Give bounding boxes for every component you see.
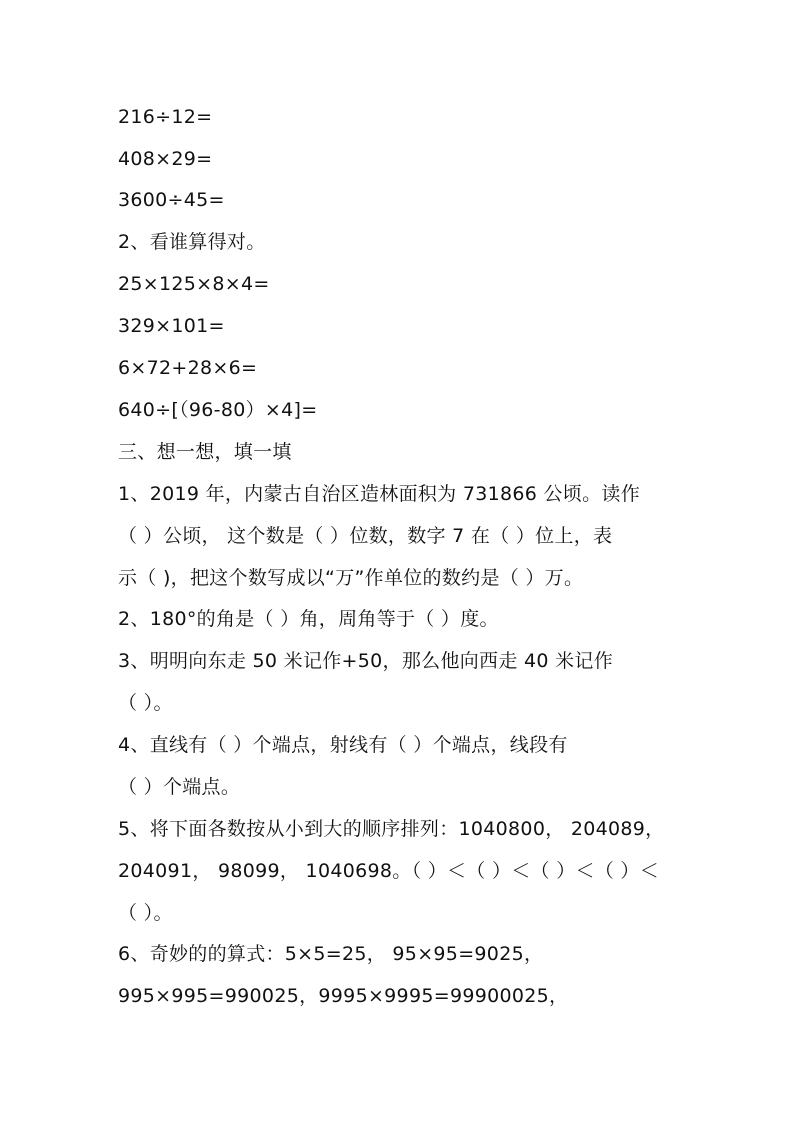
equation-216-div-12: 216÷12= [118, 106, 213, 128]
question-3-line-2: （ ）。 [118, 692, 173, 714]
question-3-line-1: 3、明明向东走 50 米记作+50，那么他向西走 40 米记作 [118, 650, 613, 672]
section-heading-3: 三、想一想，填一填 [118, 441, 292, 463]
question-6-line-2: 995×995=990025，9995×9995=99900025， [118, 985, 569, 1007]
question-2: 2、180°的角是（ ）角，周角等于（ ）度。 [118, 608, 499, 630]
equation-408-times-29: 408×29= [118, 148, 213, 170]
question-1-line-3: 示（ )，把这个数写成以“万”作单位的数约是（ ）万。 [118, 567, 584, 589]
question-5-line-1: 5、将下面各数按从小到大的顺序排列：1040800， 204089， [118, 818, 665, 840]
equation-6-72-28-6: 6×72+28×6= [118, 357, 258, 379]
question-1-line-1: 1、2019 年，内蒙古自治区造林面积为 731866 公顷。读作 [118, 483, 640, 505]
question-6-line-1: 6、奇妙的的算式：5×5=25， 95×95=9025， [118, 943, 544, 965]
equation-25-125-8-4: 25×125×8×4= [118, 273, 270, 295]
question-4-line-2: （ ）个端点。 [118, 776, 241, 798]
equation-640-div: 640÷[（96-80）×4]= [118, 399, 318, 421]
equation-329-times-101: 329×101= [118, 315, 225, 337]
equation-3600-div-45: 3600÷45= [118, 189, 225, 211]
question-5-line-2: 204091， 98099， 1040698。（ ）＜（ ）＜（ ）＜（ ）＜ [118, 860, 660, 882]
question-4-line-1: 4、直线有（ ）个端点，射线有（ ）个端点，线段有 [118, 734, 568, 756]
question-1-line-2: （ ）公顷， 这个数是（ ）位数，数字 7 在（ ）位上，表 [118, 525, 613, 547]
question-5-line-3: （ ）。 [118, 902, 173, 924]
section-heading-2: 2、看谁算得对。 [118, 231, 266, 253]
